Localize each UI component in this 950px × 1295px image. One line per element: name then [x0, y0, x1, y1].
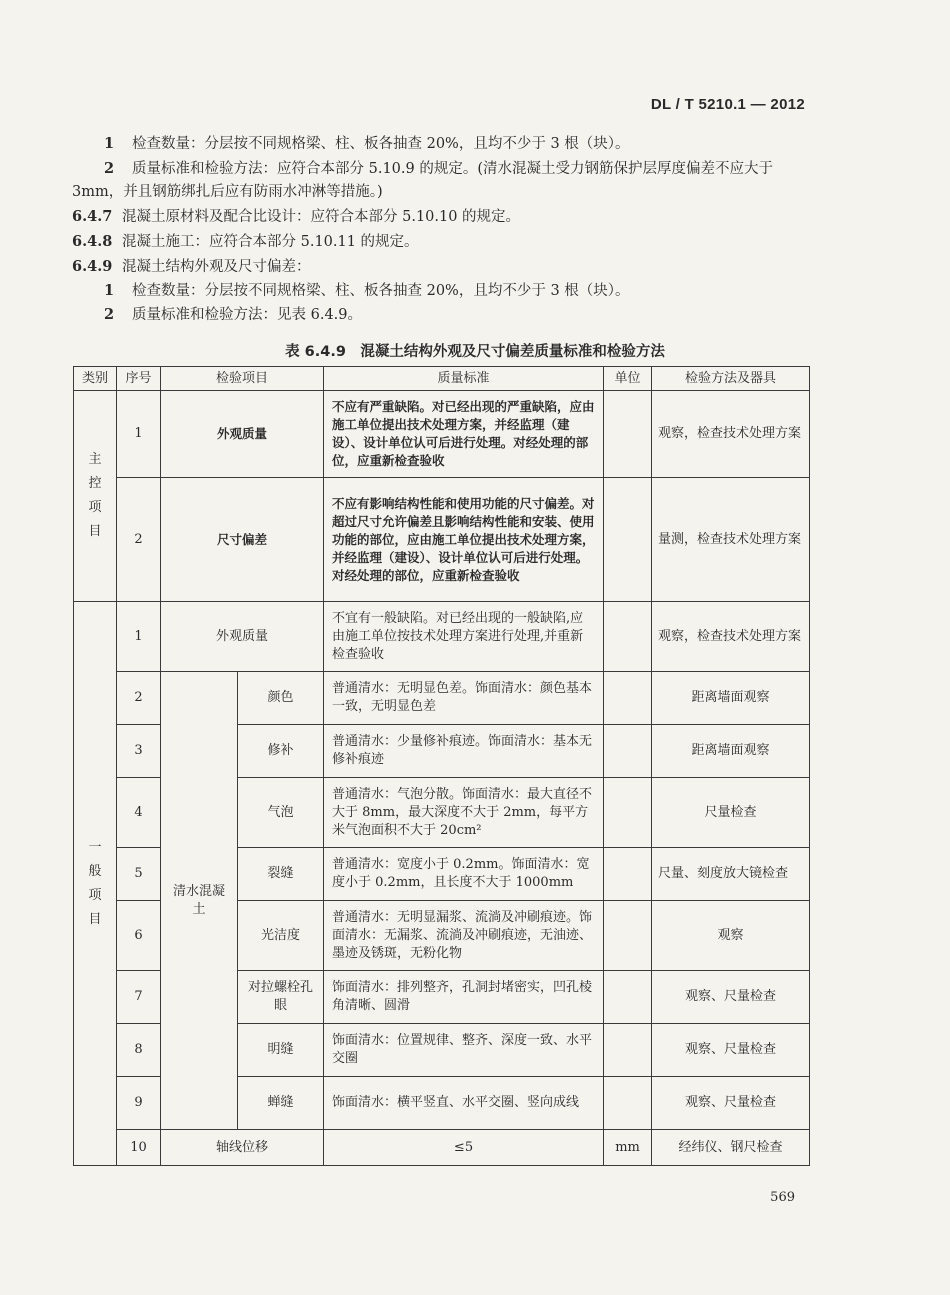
unit-cell	[604, 901, 652, 971]
table-caption: 表 6.4.9 混凝土结构外观及尺寸偏差质量标准和检验方法	[285, 344, 665, 360]
unit-cell	[604, 391, 652, 478]
seq-cell: 7	[117, 971, 161, 1024]
item-cell: 修补	[238, 725, 324, 778]
header-standard: 质量标准	[324, 367, 604, 391]
table-row	[74, 602, 810, 672]
method-cell: 量测，检查技术处理方案	[652, 478, 810, 602]
unit-cell	[604, 1077, 652, 1130]
clause-text: 混凝土结构外观及尺寸偏差：	[122, 259, 311, 275]
unit-cell	[604, 1024, 652, 1077]
header-method: 检验方法及器具	[652, 367, 810, 391]
paragraph	[72, 255, 812, 279]
clause-number: 6.4.9	[72, 258, 113, 275]
standard-cell: 饰面清水：排列整齐，孔洞封堵密实，凹孔棱角清晰、圆滑	[324, 971, 604, 1024]
standard-cell: 普通清水：少量修补痕迹。饰面清水：基本无修补痕迹	[324, 725, 604, 778]
item-cell: 尺寸偏差	[161, 478, 324, 602]
unit-cell: mm	[604, 1130, 652, 1166]
method-cell: 经纬仪、钢尺检查	[652, 1130, 810, 1166]
seq-cell: 3	[117, 725, 161, 778]
item-cell: 明缝	[238, 1024, 324, 1077]
seq-cell: 1	[117, 602, 161, 672]
paragraph	[72, 157, 812, 204]
standard-cell: 不宜有一般缺陷。对已经出现的一般缺陷,应由施工单位按技术处理方案进行处理,并重新检查验收	[324, 602, 604, 672]
item-cell: 外观质量	[161, 602, 324, 672]
item-cell: 光洁度	[238, 901, 324, 971]
clause-text: 混凝土施工：应符合本部分 5.10.11 的规定。	[122, 234, 419, 250]
category-cell	[74, 602, 117, 1166]
unit-cell	[604, 848, 652, 901]
standard-cell: 普通清水：无明显漏浆、流淌及冲刷痕迹。饰面清水：无漏浆、流淌及冲刷痕迹，无油迹、墨迹及锈斑，无粉化物	[324, 901, 604, 971]
paragraph	[72, 205, 812, 229]
method-cell: 尺量、刻度放大镜检查	[652, 848, 810, 901]
unit-cell	[604, 602, 652, 672]
quality-standard-table	[73, 366, 810, 1166]
standard-cell: 普通清水：宽度小于 0.2mm。饰面清水：宽度小于 0.2mm，且长度不大于 1000mm	[324, 848, 604, 901]
method-cell: 距离墙面观察	[652, 725, 810, 778]
clause-number: 6.4.7	[72, 208, 113, 225]
standard-cell: 普通清水：气泡分散。饰面清水：最大直径不大于 8mm，最大深度不大于 2mm，每平方米气泡面积不大于 20cm²	[324, 778, 604, 848]
standard-cell: 不应有严重缺陷。对已经出现的严重缺陷，应由施工单位提出技术处理方案，并经监理（建设）、设计单位认可后进行处理。对经处理的部位，应重新检查验收	[324, 391, 604, 478]
clause-number: 6.4.8	[72, 233, 113, 250]
seq-cell: 10	[117, 1130, 161, 1166]
method-cell: 距离墙面观察	[652, 672, 810, 725]
standard-cell: 普通清水：无明显色差。饰面清水：颜色基本一致，无明显色差	[324, 672, 604, 725]
method-cell: 尺量检查	[652, 778, 810, 848]
unit-cell	[604, 478, 652, 602]
page-number: 569	[770, 1190, 795, 1205]
paragraph	[72, 279, 812, 303]
seq-cell: 6	[117, 901, 161, 971]
clause-text: 混凝土原材料及配合比设计：应符合本部分 5.10.10 的规定。	[122, 209, 521, 225]
item-cell: 外观质量	[161, 391, 324, 478]
paragraph	[72, 303, 812, 327]
unit-cell	[604, 971, 652, 1024]
unit-cell	[604, 778, 652, 848]
clause-text: 检查数量：分层按不同规格梁、柱、板各抽查 20%，且均不少于 3 根（块）。	[132, 136, 630, 152]
item-cell: 颜色	[238, 672, 324, 725]
unit-cell	[604, 725, 652, 778]
item-cell: 气泡	[238, 778, 324, 848]
paragraph	[72, 230, 812, 254]
method-cell: 观察、尺量检查	[652, 1077, 810, 1130]
seq-cell: 5	[117, 848, 161, 901]
category-label: 主控项目	[88, 452, 102, 539]
standard-cell: 不应有影响结构性能和使用功能的尺寸偏差。对超过尺寸允许偏差且影响结构性能和安装、使用功能的部位，应由施工单位提出技术处理方案，并经监理（建设）、设计单位认可后进行处理。对经处理的部位，应重新检查验收	[324, 478, 604, 602]
clause-number: 1	[104, 135, 115, 152]
seq-cell: 2	[117, 672, 161, 725]
clause-number: 1	[104, 282, 115, 299]
table-header-row	[74, 367, 810, 391]
seq-cell: 8	[117, 1024, 161, 1077]
item-cell: 轴线位移	[161, 1130, 324, 1166]
seq-cell: 1	[117, 391, 161, 478]
seq-cell: 9	[117, 1077, 161, 1130]
header-unit: 单位	[604, 367, 652, 391]
clause-text: 质量标准和检验方法：见表 6.4.9。	[132, 307, 363, 323]
clause-number: 2	[104, 160, 115, 177]
clause-text: 质量标准和检验方法：应符合本部分 5.10.9 的规定。(清水混凝土受力钢筋保护层厚度偏差不应大于 3mm，并且钢筋绑扎后应有防雨水冲淋等措施。)	[72, 161, 773, 200]
item-cell: 裂缝	[238, 848, 324, 901]
method-cell: 观察，检查技术处理方案	[652, 391, 810, 478]
method-cell: 观察、尺量检查	[652, 1024, 810, 1077]
method-cell: 观察、尺量检查	[652, 971, 810, 1024]
category-cell	[74, 391, 117, 602]
subgroup-cell: 清水混凝土	[161, 672, 238, 1130]
table-row	[74, 391, 810, 478]
header-category: 类别	[74, 367, 117, 391]
paragraph	[72, 132, 812, 156]
table-row	[74, 478, 810, 602]
clause-number: 2	[104, 306, 115, 323]
item-cell: 对拉螺栓孔眼	[238, 971, 324, 1024]
standard-cell: 饰面清水：横平竖直、水平交圈、竖向成线	[324, 1077, 604, 1130]
method-cell: 观察，检查技术处理方案	[652, 602, 810, 672]
seq-cell: 4	[117, 778, 161, 848]
category-label: 一般项目	[88, 839, 102, 927]
item-cell: 蝉缝	[238, 1077, 324, 1130]
table-row	[74, 1130, 810, 1166]
unit-cell	[604, 672, 652, 725]
standard-cell: ≤5	[324, 1130, 604, 1166]
standard-code-header: DL / T 5210.1 — 2012	[650, 96, 805, 113]
clause-text: 检查数量：分层按不同规格梁、柱、板各抽查 20%，且均不少于 3 根（块）。	[132, 283, 630, 299]
header-item: 检验项目	[161, 367, 324, 391]
table-row	[74, 672, 810, 725]
seq-cell: 2	[117, 478, 161, 602]
standard-cell: 饰面清水：位置规律、整齐、深度一致、水平交圈	[324, 1024, 604, 1077]
method-cell: 观察	[652, 901, 810, 971]
header-seq: 序号	[117, 367, 161, 391]
